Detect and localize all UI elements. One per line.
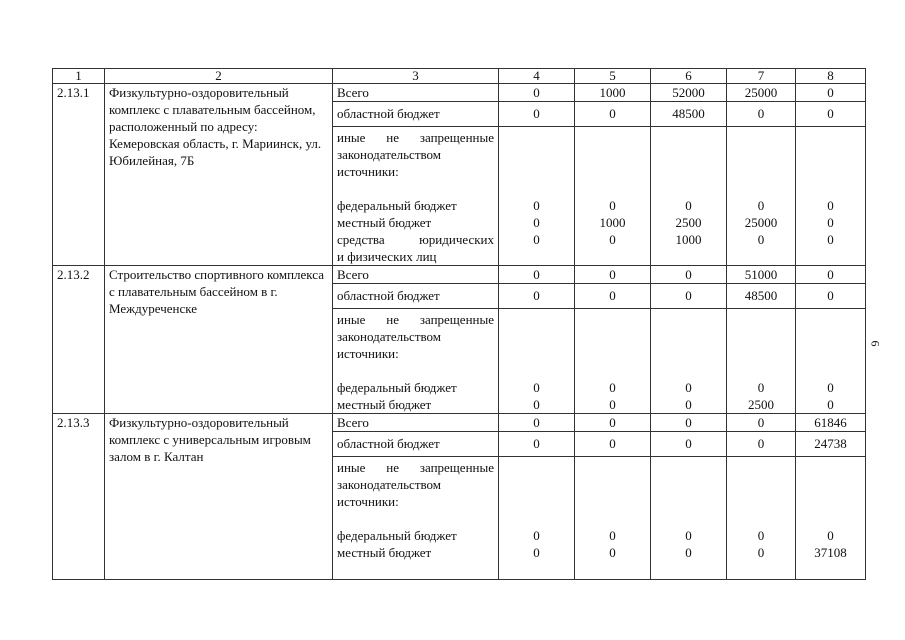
row-label-sources [333,127,499,266]
table-row [53,266,866,284]
value: 0 [533,397,540,412]
label-line: источники: [337,164,399,179]
value: 0 [533,545,540,560]
value-cell: 0 [575,432,651,457]
label-line: источники: [337,346,399,361]
value-cell [651,457,727,580]
value-cell: 0 [727,432,796,457]
value-cell: 52000 [651,84,727,102]
label-line: местный бюджет [337,545,432,560]
value: 0 [533,528,540,543]
label-line: местный бюджет [337,215,432,230]
value-cell: 0 [499,102,575,127]
header-cell: 4 [499,69,575,84]
value-cell [796,309,866,414]
value-cell: 61846 [796,414,866,432]
row-label-regional: областной бюджет [333,432,499,457]
value-cell: 0 [575,414,651,432]
row-label-total: Всего [333,414,499,432]
value: 0 [757,232,765,247]
header-cell: 6 [651,69,727,84]
item-description: Физкультурно-оздоровительный комплекс с плавательным бассейном, расположенный по адресу: Кемеровская область, г. Мариинск, ул. Юбилейная, 7Б [105,84,333,266]
label-line: законодательством [337,329,442,344]
row-label-sources [333,457,499,580]
value-cell: 0 [575,266,651,284]
value-cell [575,127,651,266]
value: 0 [827,397,834,412]
value: 0 [757,198,765,213]
value: 0 [827,198,834,213]
value-cell: 0 [651,284,727,309]
value: 0 [533,232,540,247]
value-cell [575,457,651,580]
label-line: федеральный бюджет [337,528,457,543]
row-label-regional: областной бюджет [333,102,499,127]
value: 0 [827,380,834,395]
value: 25000 [744,215,778,230]
value: 1000 [599,215,626,230]
header-cell: 5 [575,69,651,84]
value-cell [651,309,727,414]
label-line: законодательством [337,147,442,162]
value: 0 [609,198,616,213]
value: 0 [757,545,765,560]
label-line: федеральный бюджет [337,380,457,395]
label-line: средства юридических [337,232,494,247]
value-cell [727,457,796,580]
header-cell: 1 [53,69,105,84]
value: 0 [757,528,765,543]
header-cell: 7 [727,69,796,84]
value-cell: 0 [499,84,575,102]
row-label-sources [333,309,499,414]
value-cell: 0 [575,284,651,309]
value-cell: 0 [499,432,575,457]
value-cell: 0 [575,102,651,127]
value: 0 [685,545,692,560]
value: 0 [827,528,834,543]
value: 0 [757,380,765,395]
item-number: 2.13.3 [53,414,105,580]
value-cell: 0 [651,266,727,284]
header-cell: 2 [105,69,333,84]
header-row [53,69,866,84]
value-cell: 0 [727,102,796,127]
value: 0 [609,397,616,412]
value-cell [796,127,866,266]
value-cell: 0 [499,414,575,432]
label-line: и физических лиц [337,249,437,264]
value: 0 [533,198,540,213]
header-cell: 8 [796,69,866,84]
page-number: 6 [868,340,883,347]
value-cell: 0 [796,102,866,127]
value: 0 [827,232,834,247]
label-line: иные не запрещенные [337,460,494,475]
table-row [53,414,866,432]
value: 0 [685,397,692,412]
item-description: Физкультурно-оздоровительный комплекс с универсальным игровым залом в г. Калтан [105,414,333,580]
row-label-total: Всего [333,84,499,102]
value: 0 [609,545,616,560]
value-cell [651,127,727,266]
table-row [53,84,866,102]
value-cell: 24738 [796,432,866,457]
value: 0 [685,528,692,543]
value-cell: 0 [499,266,575,284]
item-description: Строительство спортивного комплекса с плавательным бассейном в г. Междуреченске [105,266,333,414]
value: 2500 [748,397,774,412]
budget-table [52,68,866,580]
value-cell: 48500 [727,284,796,309]
value-cell: 25000 [727,84,796,102]
header-cell: 3 [333,69,499,84]
label-line: иные не запрещенные [337,130,494,145]
value-cell [575,309,651,414]
value-cell: 0 [796,84,866,102]
value: 37108 [814,545,847,560]
item-number: 2.13.2 [53,266,105,414]
value: 0 [609,528,616,543]
label-line: источники: [337,494,399,509]
row-label-regional: областной бюджет [333,284,499,309]
value-cell: 0 [499,284,575,309]
value: 0 [609,232,616,247]
label-line: законодательством [337,477,442,492]
value: 2500 [675,215,702,230]
row-label-total: Всего [333,266,499,284]
value-cell: 0 [796,266,866,284]
value: 0 [827,215,834,230]
value-cell: 51000 [727,266,796,284]
value-cell [727,309,796,414]
value: 0 [685,380,692,395]
value-cell: 0 [727,414,796,432]
label-line: федеральный бюджет [337,198,457,213]
value-cell [727,127,796,266]
label-line: иные не запрещенные [337,312,494,327]
item-number: 2.13.1 [53,84,105,266]
value-cell [499,309,575,414]
value-cell [796,457,866,580]
value: 1000 [675,232,702,247]
value: 0 [533,380,540,395]
value: 0 [685,198,692,213]
value-cell [499,457,575,580]
value-cell: 1000 [575,84,651,102]
value-cell: 0 [796,284,866,309]
value: 0 [609,380,616,395]
value: 0 [533,215,540,230]
value-cell: 0 [651,414,727,432]
value-cell: 48500 [651,102,727,127]
label-line: местный бюджет [337,397,432,412]
value-cell: 0 [651,432,727,457]
value-cell [499,127,575,266]
